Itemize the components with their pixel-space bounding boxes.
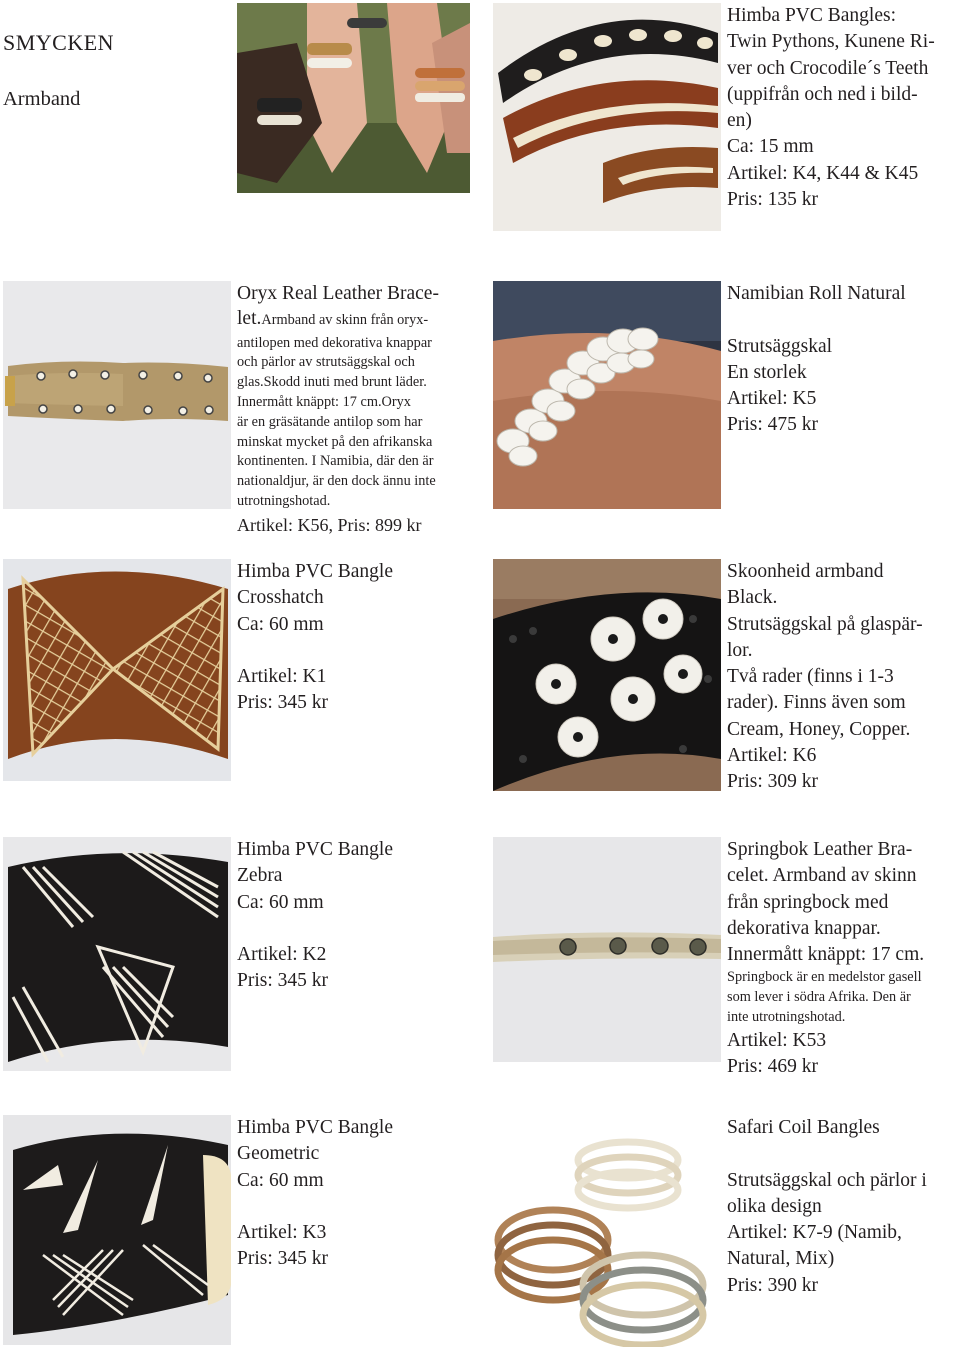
oryx-desc-line-3: glas.Skodd inuti med brunt läder. — [237, 374, 427, 391]
skoonheid-text — [727, 559, 959, 796]
skoonheid-line-7: Cream, Honey, Copper. — [727, 718, 911, 740]
skoonheid-price: Pris: 309 kr — [727, 771, 819, 793]
hands-with-bracelets-photo — [237, 3, 470, 193]
springbok-article: Artikel: K53 — [727, 1029, 827, 1051]
oryx-desc-line-6: minskat mycket på den afrikanska — [237, 433, 433, 450]
oryx-text — [237, 281, 473, 538]
oryx-desc-line-9: utrotningshotad. — [237, 492, 331, 509]
springbok-small-line-2: som lever i södra Afrika. Den är — [727, 989, 911, 1006]
section-subtitle: Armband — [3, 88, 81, 110]
safari-price: Pris: 390 kr — [727, 1274, 819, 1296]
oryx-desc-line-7: kontinenten. I Namibia, där den är — [237, 453, 434, 470]
zebra-bangle-photo — [3, 837, 231, 1071]
namibian-roll-text — [727, 281, 959, 439]
springbok-line-5: Innermått knäppt: 17 cm. — [727, 944, 925, 966]
skoonheid-line-3: Strutsäggskal på glaspär- — [727, 613, 923, 635]
safari-line-1: Strutsäggskal och pärlor i — [727, 1169, 927, 1191]
twin-pythons-line-5: en) — [727, 110, 752, 132]
namibian-roll-price: Pris: 475 kr — [727, 414, 819, 436]
skoonheid-line-2: Black. — [727, 587, 778, 609]
geometric-line-2: Geometric — [237, 1143, 320, 1165]
namibian-roll-article: Artikel: K5 — [727, 388, 817, 410]
geometric-text — [237, 1115, 473, 1273]
safari-title: Safari Coil Bangles — [727, 1117, 880, 1138]
crosshatch-line-1: Himba PVC Bangle — [237, 561, 393, 582]
geometric-bangle-photo — [3, 1115, 231, 1345]
oryx-desc-line-8: nationaldjur, är den dock ännu inte — [237, 473, 436, 490]
skoonheid-article: Artikel: K6 — [727, 745, 817, 767]
twin-pythons-price: Pris: 135 kr — [727, 189, 819, 211]
zebra-text — [237, 837, 473, 995]
springbok-leather-bracelet-photo — [493, 837, 721, 1062]
oryx-desc-line-1: antilopen med dekorativa knappar — [237, 334, 432, 351]
springbok-line-2: celet. Armband av skinn — [727, 865, 917, 887]
springbok-line-3: från springbock med — [727, 891, 889, 913]
oryx-desc-line-4: Innermått knäppt: 17 cm.Oryx — [237, 393, 411, 410]
safari-article-line-2: Natural, Mix) — [727, 1248, 835, 1270]
twin-pythons-bangles-photo — [493, 3, 721, 231]
namibian-roll-size: En storlek — [727, 361, 807, 383]
oryx-desc-inline: Armband av skinn från oryx- — [261, 312, 429, 329]
safari-line-2: olika design — [727, 1195, 822, 1217]
crosshatch-size: Ca: 60 mm — [237, 613, 324, 635]
namibian-roll-material: Strutsäggskal — [727, 335, 833, 357]
zebra-line-1: Himba PVC Bangle — [237, 839, 393, 860]
skoonheid-line-5: Två rader (finns i 1-3 — [727, 666, 894, 688]
springbok-small-line-3: inte utrotningshotad. — [727, 1009, 846, 1026]
springbok-line-4: dekorativa knappar. — [727, 917, 881, 939]
twin-pythons-line-1: Himba PVC Bangles: — [727, 5, 896, 26]
crosshatch-text — [237, 559, 473, 717]
geometric-line-1: Himba PVC Bangle — [237, 1117, 393, 1138]
zebra-price: Pris: 345 kr — [237, 970, 329, 992]
twin-pythons-line-2: Twin Pythons, Kunene Ri- — [727, 31, 935, 53]
section-title: SMYCKEN — [3, 30, 115, 55]
oryx-desc-line-2: och pärlor av strutsäggskal och — [237, 354, 415, 371]
oryx-title-line-2: let. — [237, 308, 262, 330]
crosshatch-line-2: Crosshatch — [237, 587, 324, 609]
springbok-price: Pris: 469 kr — [727, 1056, 819, 1078]
oryx-article-price: Artikel: K56, Pris: 899 kr — [237, 514, 422, 535]
geometric-size: Ca: 60 mm — [237, 1169, 324, 1191]
skoonheid-line-6: rader). Finns även som — [727, 692, 906, 714]
springbok-line-1: Springbok Leather Bra- — [727, 839, 913, 860]
skoonheid-line-1: Skoonheid armband — [727, 561, 884, 582]
safari-coil-bangles-photo — [493, 1115, 721, 1347]
namibian-roll-bracelet-photo — [493, 281, 721, 509]
safari-text — [727, 1115, 959, 1299]
oryx-title-line-2-wrap — [237, 306, 473, 333]
twin-pythons-size: Ca: 15 mm — [727, 136, 814, 158]
springbok-text — [727, 837, 959, 1080]
crosshatch-article: Artikel: K1 — [237, 666, 327, 688]
twin-pythons-line-4: (uppifrån och ned i bild- — [727, 83, 918, 105]
twin-pythons-article: Artikel: K4, K44 & K45 — [727, 162, 919, 184]
safari-article-line-1: Artikel: K7-9 (Namib, — [727, 1222, 902, 1244]
geometric-price: Pris: 345 kr — [237, 1248, 329, 1270]
twin-pythons-line-3: ver och Crocodile´s Teeth — [727, 57, 929, 79]
namibian-roll-title: Namibian Roll Natural — [727, 283, 906, 304]
skoonheid-bracelet-photo — [493, 559, 721, 791]
twin-pythons-text — [727, 3, 959, 213]
oryx-desc-line-5: är en gräsätande antilop som har — [237, 413, 423, 430]
springbok-small-line-1: Springbock är en medelstor gasell — [727, 969, 922, 986]
geometric-article: Artikel: K3 — [237, 1222, 327, 1244]
crosshatch-bangle-photo — [3, 559, 231, 781]
skoonheid-line-4: lor. — [727, 639, 753, 661]
zebra-line-2: Zebra — [237, 865, 283, 887]
oryx-title-line-1: Oryx Real Leather Brace- — [237, 283, 439, 304]
crosshatch-price: Pris: 345 kr — [237, 692, 329, 714]
zebra-article: Artikel: K2 — [237, 944, 327, 966]
zebra-size: Ca: 60 mm — [237, 891, 324, 913]
oryx-leather-bracelet-photo — [3, 281, 231, 509]
